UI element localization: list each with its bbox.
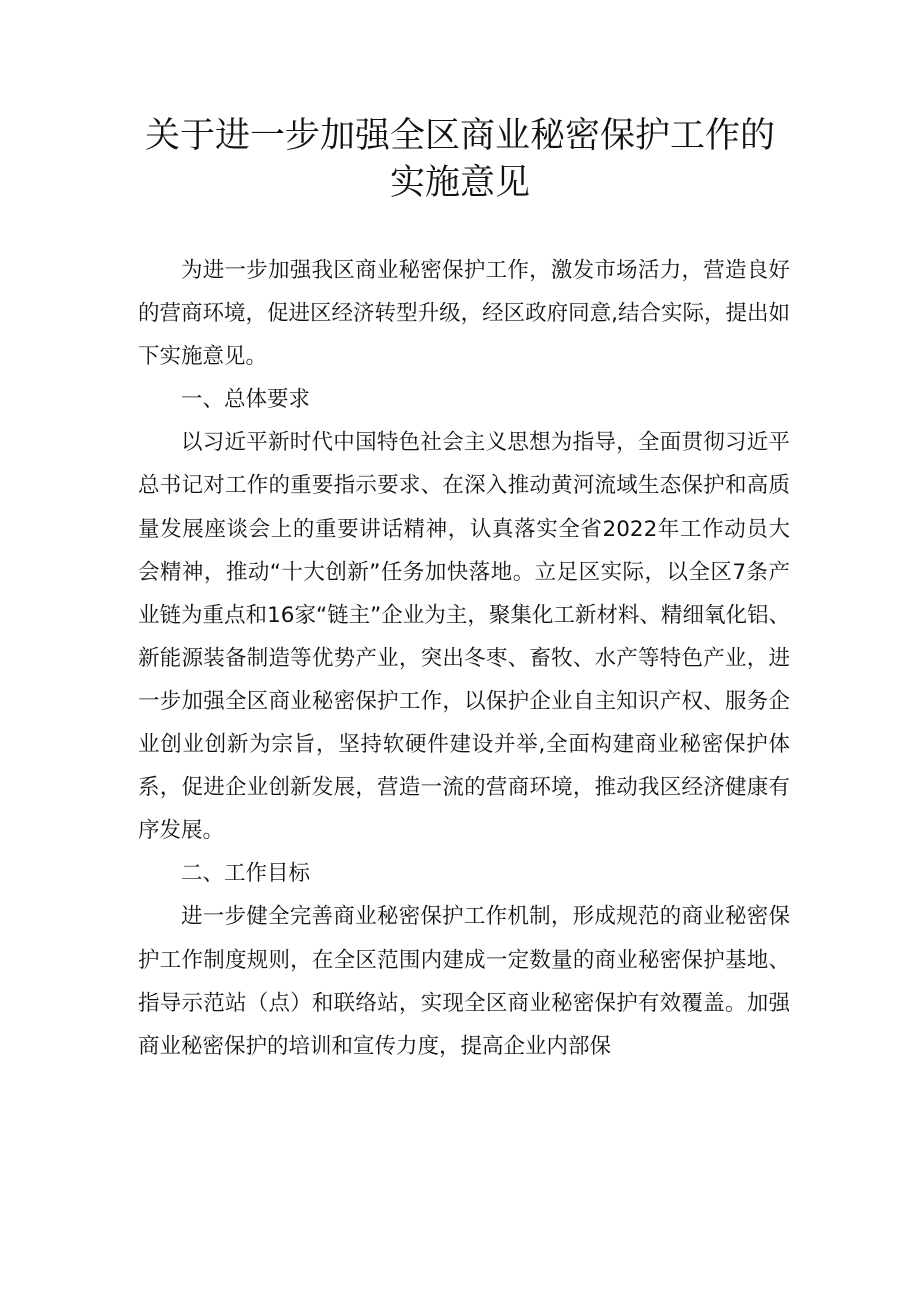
section-heading-2: 二、工作目标 bbox=[181, 861, 311, 887]
document-body bbox=[138, 249, 790, 1068]
document-title-line-2: 实施意见 bbox=[389, 163, 530, 203]
body-paragraph-1: 以习近平新时代中国特色社会主义思想为指导，全面贯彻习近平总书记对工作的重要指示要求、在深入推动黄河流域生态保护和高质量发展座谈会上的重要讲话精神，认真落实全省2022年工作动员大会精神，推动“十大创新”任务加快落地。立足区实际，以全区7条产业链为重点和16家“链主”企业为主，聚集化工新材料、精细氧化铝、新能源装备制造等优势产业，突出冬枣、畜牧、水产等特色产业，进一步加强全区商业秘密保护工作，以保护企业自主知识产权、服务企业创业创新为宗旨，坚持软硬件建设并举,全面构建商业秘密保护体系，促进企业创新发展，营造一流的营商环境，推动我区经济健康有序发展。 bbox=[138, 430, 790, 844]
intro-paragraph: 为进一步加强我区商业秘密保护工作，激发市场活力，营造良好的营商环境，促进区经济转型升级，经区政府同意,结合实际，提出如下实施意见。 bbox=[138, 258, 790, 370]
document-title-line-1: 关于进一步加强全区商业秘密保护工作的 bbox=[144, 116, 775, 156]
body-paragraph-2: 进一步健全完善商业秘密保护工作机制，形成规范的商业秘密保护工作制度规则，在全区范围内建成一定数量的商业秘密保护基地、指导示范站（点）和联络站，实现全区商业秘密保护有效覆盖。加强商业秘密保护的培训和宣传力度，提高企业内部保 bbox=[138, 904, 790, 1059]
section-heading-1: 一、总体要求 bbox=[181, 387, 311, 413]
